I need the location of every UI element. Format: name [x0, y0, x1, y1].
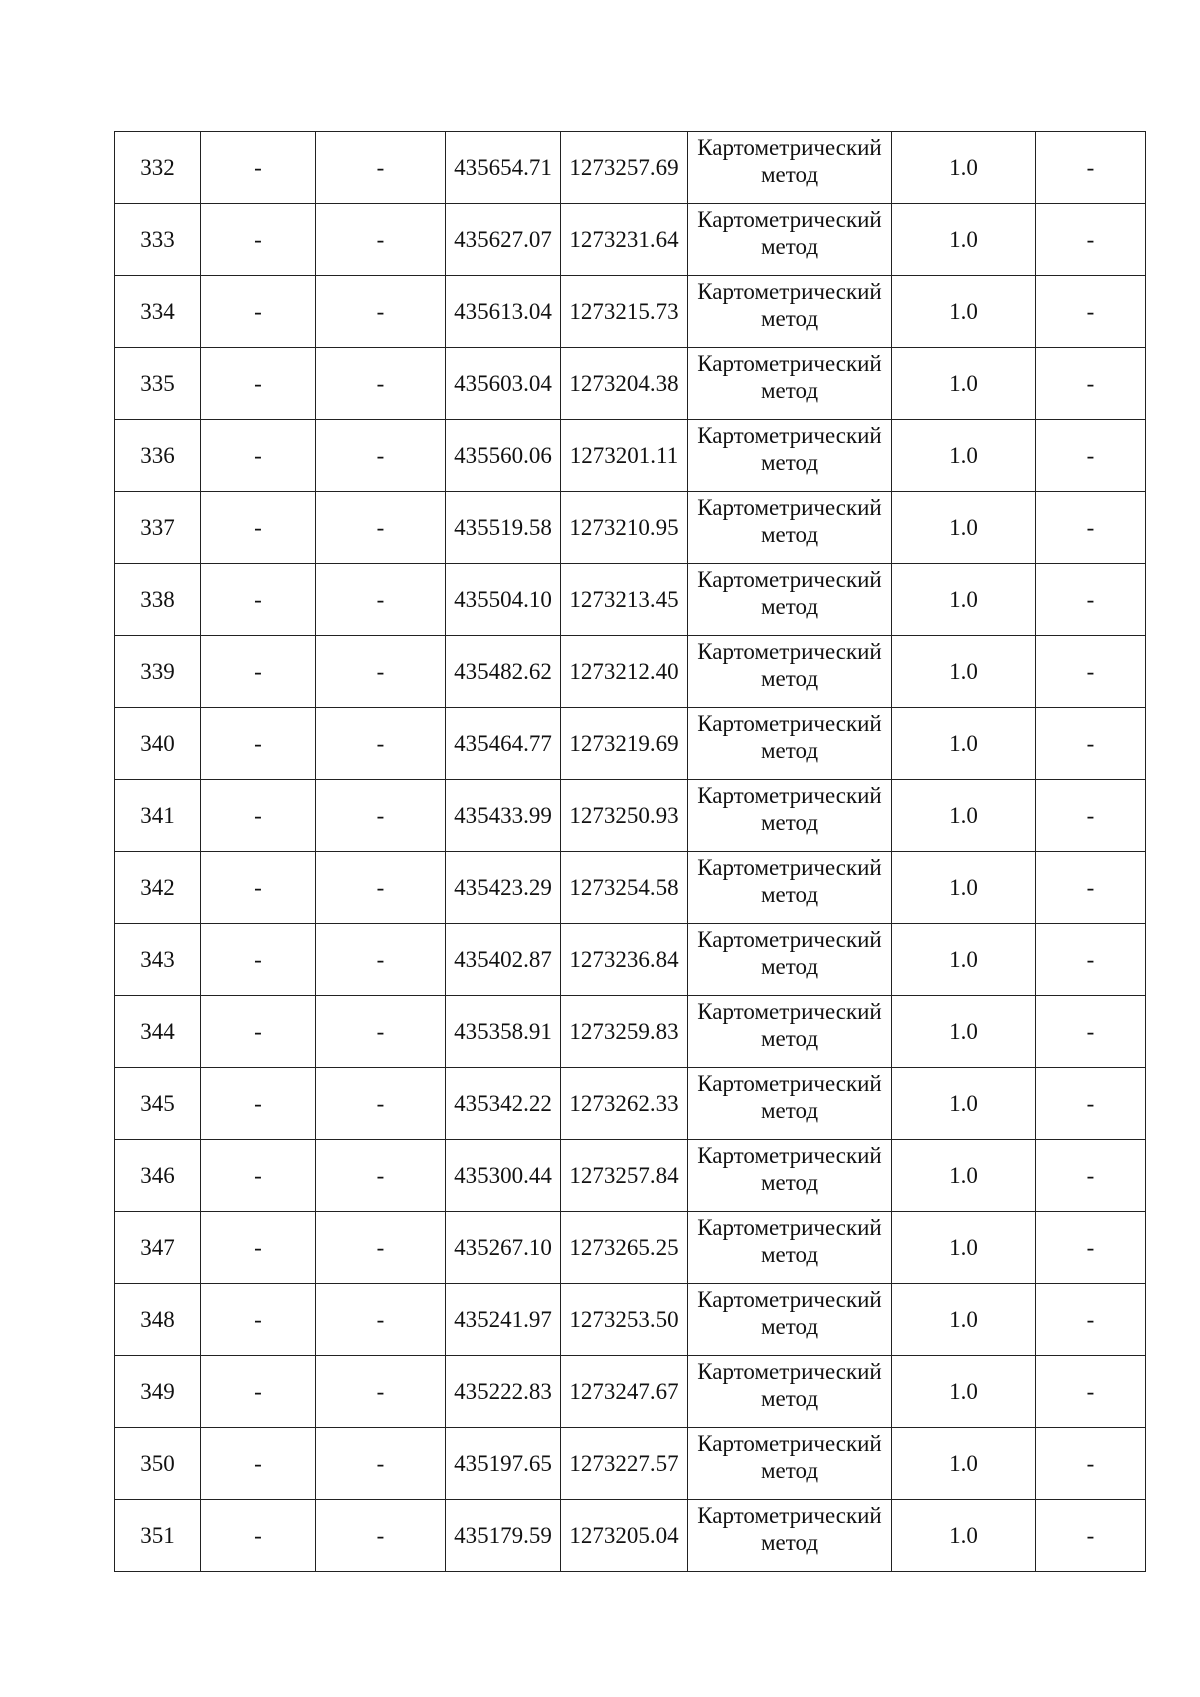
- empty-cell: -: [316, 996, 446, 1068]
- x-coordinate-cell: 435654.71: [446, 132, 561, 204]
- empty-cell: -: [316, 708, 446, 780]
- point-number-cell: 337: [115, 492, 201, 564]
- method-cell: Картометрический метод: [688, 1500, 892, 1572]
- accuracy-cell: 1.0: [892, 780, 1036, 852]
- method-cell: Картометрический метод: [688, 564, 892, 636]
- table-row: [115, 708, 1146, 780]
- table-row: [115, 1356, 1146, 1428]
- empty-cell: -: [316, 1500, 446, 1572]
- y-coordinate-cell: 1273213.45: [561, 564, 688, 636]
- method-cell: Картометрический метод: [688, 492, 892, 564]
- note-cell: -: [1036, 1428, 1146, 1500]
- y-coordinate-cell: 1273265.25: [561, 1212, 688, 1284]
- accuracy-cell: 1.0: [892, 996, 1036, 1068]
- point-number-cell: 347: [115, 1212, 201, 1284]
- empty-cell: -: [316, 132, 446, 204]
- x-coordinate-cell: 435179.59: [446, 1500, 561, 1572]
- empty-cell: -: [316, 276, 446, 348]
- point-number-cell: 338: [115, 564, 201, 636]
- table-row: [115, 420, 1146, 492]
- method-cell: Картометрический метод: [688, 1212, 892, 1284]
- method-cell: Картометрический метод: [688, 924, 892, 996]
- point-number-cell: 349: [115, 1356, 201, 1428]
- x-coordinate-cell: 435342.22: [446, 1068, 561, 1140]
- x-coordinate-cell: 435241.97: [446, 1284, 561, 1356]
- empty-cell: -: [316, 852, 446, 924]
- empty-cell: -: [201, 852, 316, 924]
- accuracy-cell: 1.0: [892, 1068, 1036, 1140]
- table-row: [115, 924, 1146, 996]
- method-cell: Картометрический метод: [688, 1428, 892, 1500]
- y-coordinate-cell: 1273250.93: [561, 780, 688, 852]
- y-coordinate-cell: 1273262.33: [561, 1068, 688, 1140]
- note-cell: -: [1036, 348, 1146, 420]
- y-coordinate-cell: 1273236.84: [561, 924, 688, 996]
- point-number-cell: 351: [115, 1500, 201, 1572]
- y-coordinate-cell: 1273231.64: [561, 204, 688, 276]
- y-coordinate-cell: 1273219.69: [561, 708, 688, 780]
- note-cell: -: [1036, 636, 1146, 708]
- note-cell: -: [1036, 852, 1146, 924]
- accuracy-cell: 1.0: [892, 492, 1036, 564]
- y-coordinate-cell: 1273227.57: [561, 1428, 688, 1500]
- method-cell: Картометрический метод: [688, 276, 892, 348]
- coordinates-table: [114, 131, 1146, 1572]
- point-number-cell: 343: [115, 924, 201, 996]
- x-coordinate-cell: 435222.83: [446, 1356, 561, 1428]
- point-number-cell: 334: [115, 276, 201, 348]
- empty-cell: -: [201, 1428, 316, 1500]
- method-cell: Картометрический метод: [688, 1356, 892, 1428]
- accuracy-cell: 1.0: [892, 708, 1036, 780]
- accuracy-cell: 1.0: [892, 1356, 1036, 1428]
- method-cell: Картометрический метод: [688, 1068, 892, 1140]
- point-number-cell: 346: [115, 1140, 201, 1212]
- empty-cell: -: [201, 348, 316, 420]
- x-coordinate-cell: 435433.99: [446, 780, 561, 852]
- accuracy-cell: 1.0: [892, 852, 1036, 924]
- table-row: [115, 276, 1146, 348]
- point-number-cell: 336: [115, 420, 201, 492]
- note-cell: -: [1036, 1212, 1146, 1284]
- y-coordinate-cell: 1273205.04: [561, 1500, 688, 1572]
- accuracy-cell: 1.0: [892, 420, 1036, 492]
- method-cell: Картометрический метод: [688, 708, 892, 780]
- table-row: [115, 132, 1146, 204]
- empty-cell: -: [201, 420, 316, 492]
- empty-cell: -: [201, 204, 316, 276]
- point-number-cell: 344: [115, 996, 201, 1068]
- table-row: [115, 780, 1146, 852]
- accuracy-cell: 1.0: [892, 1428, 1036, 1500]
- empty-cell: -: [316, 1428, 446, 1500]
- method-cell: Картометрический метод: [688, 132, 892, 204]
- accuracy-cell: 1.0: [892, 1140, 1036, 1212]
- empty-cell: -: [201, 1140, 316, 1212]
- empty-cell: -: [201, 492, 316, 564]
- empty-cell: -: [201, 132, 316, 204]
- note-cell: -: [1036, 708, 1146, 780]
- note-cell: -: [1036, 924, 1146, 996]
- accuracy-cell: 1.0: [892, 924, 1036, 996]
- empty-cell: -: [316, 636, 446, 708]
- table-row: [115, 1212, 1146, 1284]
- table-row: [115, 852, 1146, 924]
- note-cell: -: [1036, 492, 1146, 564]
- table-row: [115, 1500, 1146, 1572]
- empty-cell: -: [201, 996, 316, 1068]
- x-coordinate-cell: 435423.29: [446, 852, 561, 924]
- x-coordinate-cell: 435603.04: [446, 348, 561, 420]
- empty-cell: -: [201, 1356, 316, 1428]
- point-number-cell: 340: [115, 708, 201, 780]
- empty-cell: -: [201, 780, 316, 852]
- table-row: [115, 564, 1146, 636]
- empty-cell: -: [316, 1068, 446, 1140]
- x-coordinate-cell: 435560.06: [446, 420, 561, 492]
- y-coordinate-cell: 1273247.67: [561, 1356, 688, 1428]
- x-coordinate-cell: 435402.87: [446, 924, 561, 996]
- x-coordinate-cell: 435300.44: [446, 1140, 561, 1212]
- accuracy-cell: 1.0: [892, 204, 1036, 276]
- table-row: [115, 1428, 1146, 1500]
- method-cell: Картометрический метод: [688, 636, 892, 708]
- x-coordinate-cell: 435519.58: [446, 492, 561, 564]
- method-cell: Картометрический метод: [688, 996, 892, 1068]
- note-cell: -: [1036, 1068, 1146, 1140]
- y-coordinate-cell: 1273254.58: [561, 852, 688, 924]
- empty-cell: -: [201, 708, 316, 780]
- y-coordinate-cell: 1273210.95: [561, 492, 688, 564]
- empty-cell: -: [316, 1356, 446, 1428]
- accuracy-cell: 1.0: [892, 1212, 1036, 1284]
- empty-cell: -: [201, 1500, 316, 1572]
- accuracy-cell: 1.0: [892, 1284, 1036, 1356]
- table-row: [115, 1068, 1146, 1140]
- y-coordinate-cell: 1273204.38: [561, 348, 688, 420]
- y-coordinate-cell: 1273215.73: [561, 276, 688, 348]
- table-row: [115, 348, 1146, 420]
- empty-cell: -: [316, 420, 446, 492]
- empty-cell: -: [316, 492, 446, 564]
- empty-cell: -: [201, 636, 316, 708]
- note-cell: -: [1036, 276, 1146, 348]
- empty-cell: -: [201, 1068, 316, 1140]
- x-coordinate-cell: 435197.65: [446, 1428, 561, 1500]
- point-number-cell: 333: [115, 204, 201, 276]
- table-row: [115, 1284, 1146, 1356]
- x-coordinate-cell: 435504.10: [446, 564, 561, 636]
- empty-cell: -: [201, 1212, 316, 1284]
- method-cell: Картометрический метод: [688, 204, 892, 276]
- point-number-cell: 345: [115, 1068, 201, 1140]
- x-coordinate-cell: 435627.07: [446, 204, 561, 276]
- empty-cell: -: [316, 924, 446, 996]
- accuracy-cell: 1.0: [892, 348, 1036, 420]
- method-cell: Картометрический метод: [688, 780, 892, 852]
- table-row: [115, 492, 1146, 564]
- x-coordinate-cell: 435358.91: [446, 996, 561, 1068]
- table-row: [115, 636, 1146, 708]
- empty-cell: -: [316, 1284, 446, 1356]
- empty-cell: -: [201, 924, 316, 996]
- y-coordinate-cell: 1273259.83: [561, 996, 688, 1068]
- point-number-cell: 342: [115, 852, 201, 924]
- point-number-cell: 332: [115, 132, 201, 204]
- empty-cell: -: [316, 564, 446, 636]
- x-coordinate-cell: 435267.10: [446, 1212, 561, 1284]
- method-cell: Картометрический метод: [688, 1284, 892, 1356]
- point-number-cell: 341: [115, 780, 201, 852]
- y-coordinate-cell: 1273201.11: [561, 420, 688, 492]
- method-cell: Картометрический метод: [688, 1140, 892, 1212]
- y-coordinate-cell: 1273257.84: [561, 1140, 688, 1212]
- accuracy-cell: 1.0: [892, 564, 1036, 636]
- note-cell: -: [1036, 564, 1146, 636]
- note-cell: -: [1036, 996, 1146, 1068]
- note-cell: -: [1036, 204, 1146, 276]
- note-cell: -: [1036, 780, 1146, 852]
- x-coordinate-cell: 435613.04: [446, 276, 561, 348]
- empty-cell: -: [316, 1140, 446, 1212]
- point-number-cell: 339: [115, 636, 201, 708]
- empty-cell: -: [201, 276, 316, 348]
- note-cell: -: [1036, 1284, 1146, 1356]
- table-row: [115, 1140, 1146, 1212]
- accuracy-cell: 1.0: [892, 276, 1036, 348]
- empty-cell: -: [316, 204, 446, 276]
- empty-cell: -: [316, 348, 446, 420]
- empty-cell: -: [316, 780, 446, 852]
- y-coordinate-cell: 1273257.69: [561, 132, 688, 204]
- table-row: [115, 204, 1146, 276]
- point-number-cell: 350: [115, 1428, 201, 1500]
- empty-cell: -: [316, 1212, 446, 1284]
- y-coordinate-cell: 1273212.40: [561, 636, 688, 708]
- accuracy-cell: 1.0: [892, 1500, 1036, 1572]
- accuracy-cell: 1.0: [892, 132, 1036, 204]
- note-cell: -: [1036, 1356, 1146, 1428]
- note-cell: -: [1036, 132, 1146, 204]
- method-cell: Картометрический метод: [688, 420, 892, 492]
- method-cell: Картометрический метод: [688, 348, 892, 420]
- table-row: [115, 996, 1146, 1068]
- accuracy-cell: 1.0: [892, 636, 1036, 708]
- note-cell: -: [1036, 420, 1146, 492]
- x-coordinate-cell: 435464.77: [446, 708, 561, 780]
- method-cell: Картометрический метод: [688, 852, 892, 924]
- x-coordinate-cell: 435482.62: [446, 636, 561, 708]
- table-body: [115, 132, 1146, 1572]
- point-number-cell: 335: [115, 348, 201, 420]
- empty-cell: -: [201, 564, 316, 636]
- note-cell: -: [1036, 1140, 1146, 1212]
- empty-cell: -: [201, 1284, 316, 1356]
- point-number-cell: 348: [115, 1284, 201, 1356]
- note-cell: -: [1036, 1500, 1146, 1572]
- y-coordinate-cell: 1273253.50: [561, 1284, 688, 1356]
